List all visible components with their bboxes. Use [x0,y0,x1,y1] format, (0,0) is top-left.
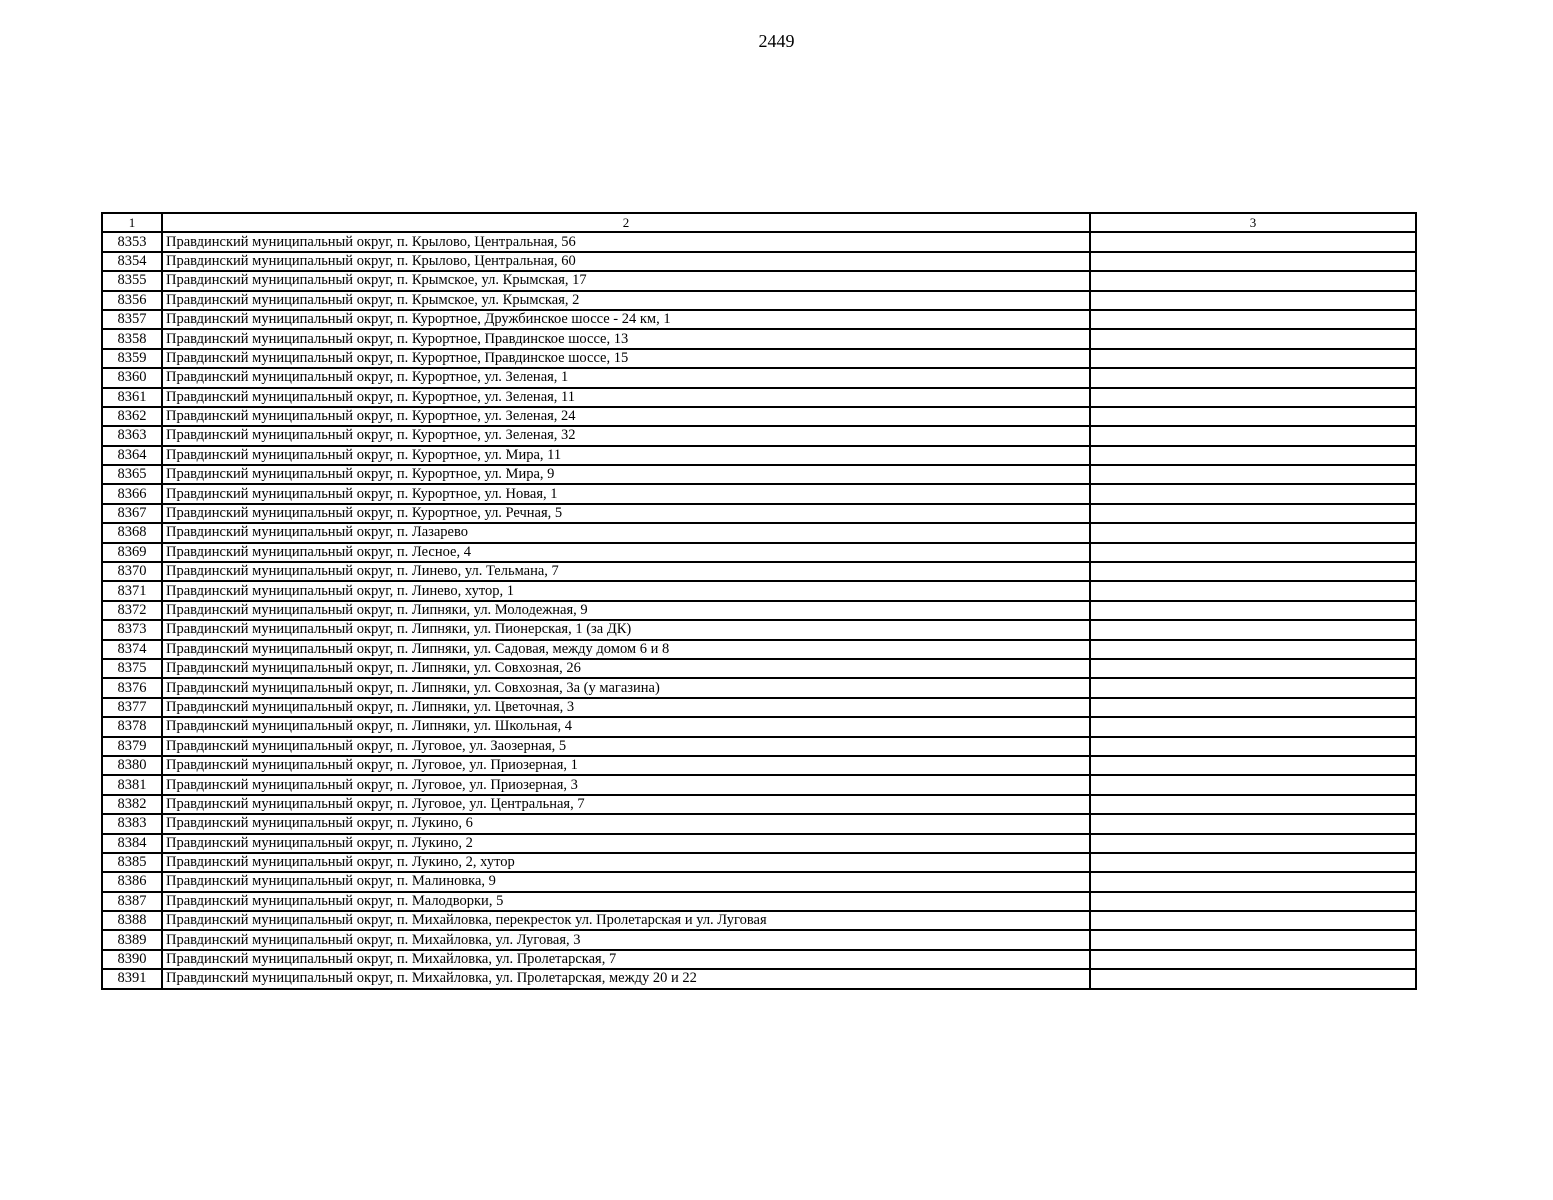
row-number-cell: 8391 [102,969,162,988]
column-3-cell [1090,698,1416,717]
address-cell: Правдинский муниципальный округ, п. Курортное, ул. Зеленая, 1 [162,368,1090,387]
row-number-cell: 8389 [102,930,162,949]
column-3-cell [1090,484,1416,503]
address-cell: Правдинский муниципальный округ, п. Курортное, ул. Зеленая, 11 [162,388,1090,407]
column-header-3: 3 [1090,213,1416,232]
address-cell: Правдинский муниципальный округ, п. Курортное, Дружбинское шоссе - 24 км, 1 [162,310,1090,329]
row-number-cell: 8373 [102,620,162,639]
address-table [101,212,1417,990]
address-cell: Правдинский муниципальный округ, п. Луговое, ул. Центральная, 7 [162,795,1090,814]
row-number-cell: 8358 [102,329,162,348]
address-cell: Правдинский муниципальный округ, п. Курортное, Правдинское шоссе, 13 [162,329,1090,348]
table-row [102,756,1416,775]
row-number-cell: 8372 [102,601,162,620]
table-row [102,678,1416,697]
address-cell: Правдинский муниципальный округ, п. Липняки, ул. Пионерская, 1 (за ДК) [162,620,1090,639]
address-cell: Правдинский муниципальный округ, п. Лазарево [162,523,1090,542]
column-3-cell [1090,872,1416,891]
row-number-cell: 8353 [102,232,162,251]
row-number-cell: 8360 [102,368,162,387]
row-number-cell: 8361 [102,388,162,407]
row-number-cell: 8381 [102,775,162,794]
column-3-cell [1090,620,1416,639]
address-cell: Правдинский муниципальный округ, п. Липняки, ул. Школьная, 4 [162,717,1090,736]
address-cell: Правдинский муниципальный округ, п. Михайловка, перекресток ул. Пролетарская и ул. Луговая [162,911,1090,930]
row-number-cell: 8388 [102,911,162,930]
row-number-cell: 8366 [102,484,162,503]
table-row [102,892,1416,911]
table-row [102,737,1416,756]
table-row [102,834,1416,853]
table-row [102,446,1416,465]
column-3-cell [1090,911,1416,930]
column-3-cell [1090,349,1416,368]
table-row [102,911,1416,930]
row-number-cell: 8359 [102,349,162,368]
column-3-cell [1090,814,1416,833]
address-cell: Правдинский муниципальный округ, п. Липняки, ул. Совхозная, 26 [162,659,1090,678]
column-3-cell [1090,795,1416,814]
table-row [102,349,1416,368]
address-cell: Правдинский муниципальный округ, п. Курортное, ул. Речная, 5 [162,504,1090,523]
table-row [102,465,1416,484]
column-3-cell [1090,640,1416,659]
address-cell: Правдинский муниципальный округ, п. Крылово, Центральная, 60 [162,252,1090,271]
column-3-cell [1090,271,1416,290]
table-row [102,969,1416,988]
table-row [102,640,1416,659]
row-number-cell: 8382 [102,795,162,814]
address-cell: Правдинский муниципальный округ, п. Лесное, 4 [162,543,1090,562]
column-3-cell [1090,310,1416,329]
table-row [102,543,1416,562]
column-3-cell [1090,659,1416,678]
column-3-cell [1090,717,1416,736]
table-row [102,620,1416,639]
row-number-cell: 8362 [102,407,162,426]
row-number-cell: 8386 [102,872,162,891]
address-cell: Правдинский муниципальный округ, п. Линево, ул. Тельмана, 7 [162,562,1090,581]
row-number-cell: 8371 [102,581,162,600]
row-number-cell: 8377 [102,698,162,717]
column-3-cell [1090,853,1416,872]
table-row [102,388,1416,407]
row-number-cell: 8385 [102,853,162,872]
row-number-cell: 8363 [102,426,162,445]
row-number-cell: 8384 [102,834,162,853]
table-row [102,291,1416,310]
row-number-cell: 8367 [102,504,162,523]
table-row [102,698,1416,717]
table-row [102,562,1416,581]
address-cell: Правдинский муниципальный округ, п. Малодворки, 5 [162,892,1090,911]
table-row [102,426,1416,445]
address-cell: Правдинский муниципальный округ, п. Курортное, ул. Зеленая, 24 [162,407,1090,426]
table-row [102,659,1416,678]
address-cell: Правдинский муниципальный округ, п. Лукино, 6 [162,814,1090,833]
table-row [102,950,1416,969]
address-cell: Правдинский муниципальный округ, п. Михайловка, ул. Пролетарская, между 20 и 22 [162,969,1090,988]
address-cell: Правдинский муниципальный округ, п. Липняки, ул. Садовая, между домом 6 и 8 [162,640,1090,659]
table-row [102,775,1416,794]
row-number-cell: 8380 [102,756,162,775]
table-row [102,872,1416,891]
address-cell: Правдинский муниципальный округ, п. Крымское, ул. Крымская, 2 [162,291,1090,310]
table-row [102,795,1416,814]
address-cell: Правдинский муниципальный округ, п. Лукино, 2, хутор [162,853,1090,872]
column-3-cell [1090,426,1416,445]
address-cell: Правдинский муниципальный округ, п. Линево, хутор, 1 [162,581,1090,600]
table-row [102,232,1416,251]
address-cell: Правдинский муниципальный округ, п. Курортное, ул. Новая, 1 [162,484,1090,503]
row-number-cell: 8355 [102,271,162,290]
table-row [102,853,1416,872]
row-number-cell: 8375 [102,659,162,678]
column-3-cell [1090,930,1416,949]
column-3-cell [1090,446,1416,465]
row-number-cell: 8379 [102,737,162,756]
column-3-cell [1090,581,1416,600]
table-row [102,484,1416,503]
column-3-cell [1090,601,1416,620]
column-3-cell [1090,291,1416,310]
row-number-cell: 8374 [102,640,162,659]
table-row [102,310,1416,329]
address-cell: Правдинский муниципальный округ, п. Малиновка, 9 [162,872,1090,891]
column-3-cell [1090,756,1416,775]
table-row [102,601,1416,620]
column-3-cell [1090,892,1416,911]
address-cell: Правдинский муниципальный округ, п. Липняки, ул. Молодежная, 9 [162,601,1090,620]
address-cell: Правдинский муниципальный округ, п. Луговое, ул. Приозерная, 1 [162,756,1090,775]
row-number-cell: 8390 [102,950,162,969]
column-header-1: 1 [102,213,162,232]
column-3-cell [1090,737,1416,756]
address-cell: Правдинский муниципальный округ, п. Луговое, ул. Заозерная, 5 [162,737,1090,756]
column-3-cell [1090,407,1416,426]
address-cell: Правдинский муниципальный округ, п. Михайловка, ул. Луговая, 3 [162,930,1090,949]
column-3-cell [1090,562,1416,581]
row-number-cell: 8357 [102,310,162,329]
column-3-cell [1090,969,1416,988]
address-cell: Правдинский муниципальный округ, п. Михайловка, ул. Пролетарская, 7 [162,950,1090,969]
address-cell: Правдинский муниципальный округ, п. Курортное, ул. Зеленая, 32 [162,426,1090,445]
table-row [102,252,1416,271]
table-row [102,271,1416,290]
address-cell: Правдинский муниципальный округ, п. Курортное, ул. Мира, 11 [162,446,1090,465]
address-cell: Правдинский муниципальный округ, п. Липняки, ул. Совхозная, 3а (у магазина) [162,678,1090,697]
row-number-cell: 8368 [102,523,162,542]
table-row [102,329,1416,348]
address-cell: Правдинский муниципальный округ, п. Курортное, Правдинское шоссе, 15 [162,349,1090,368]
table-row [102,407,1416,426]
row-number-cell: 8378 [102,717,162,736]
table-row [102,368,1416,387]
row-number-cell: 8356 [102,291,162,310]
column-3-cell [1090,232,1416,251]
column-3-cell [1090,388,1416,407]
column-3-cell [1090,465,1416,484]
row-number-cell: 8370 [102,562,162,581]
table-row [102,504,1416,523]
column-header-2: 2 [162,213,1090,232]
address-cell: Правдинский муниципальный округ, п. Лукино, 2 [162,834,1090,853]
address-cell: Правдинский муниципальный округ, п. Крымское, ул. Крымская, 17 [162,271,1090,290]
column-3-cell [1090,834,1416,853]
row-number-cell: 8364 [102,446,162,465]
page-number: 2449 [758,31,795,51]
column-3-cell [1090,775,1416,794]
column-3-cell [1090,543,1416,562]
row-number-cell: 8383 [102,814,162,833]
address-cell: Правдинский муниципальный округ, п. Курортное, ул. Мира, 9 [162,465,1090,484]
column-3-cell [1090,950,1416,969]
row-number-cell: 8387 [102,892,162,911]
row-number-cell: 8354 [102,252,162,271]
row-number-cell: 8369 [102,543,162,562]
address-cell: Правдинский муниципальный округ, п. Липняки, ул. Цветочная, 3 [162,698,1090,717]
address-cell: Правдинский муниципальный округ, п. Крылово, Центральная, 56 [162,232,1090,251]
column-3-cell [1090,329,1416,348]
row-number-cell: 8376 [102,678,162,697]
table-body [102,232,1416,988]
table-row [102,523,1416,542]
column-3-cell [1090,523,1416,542]
table-row [102,930,1416,949]
column-3-cell [1090,368,1416,387]
table-row [102,717,1416,736]
row-number-cell: 8365 [102,465,162,484]
table-header-row [102,213,1416,232]
column-3-cell [1090,252,1416,271]
address-cell: Правдинский муниципальный округ, п. Луговое, ул. Приозерная, 3 [162,775,1090,794]
table-row [102,814,1416,833]
column-3-cell [1090,678,1416,697]
column-3-cell [1090,504,1416,523]
table-row [102,581,1416,600]
